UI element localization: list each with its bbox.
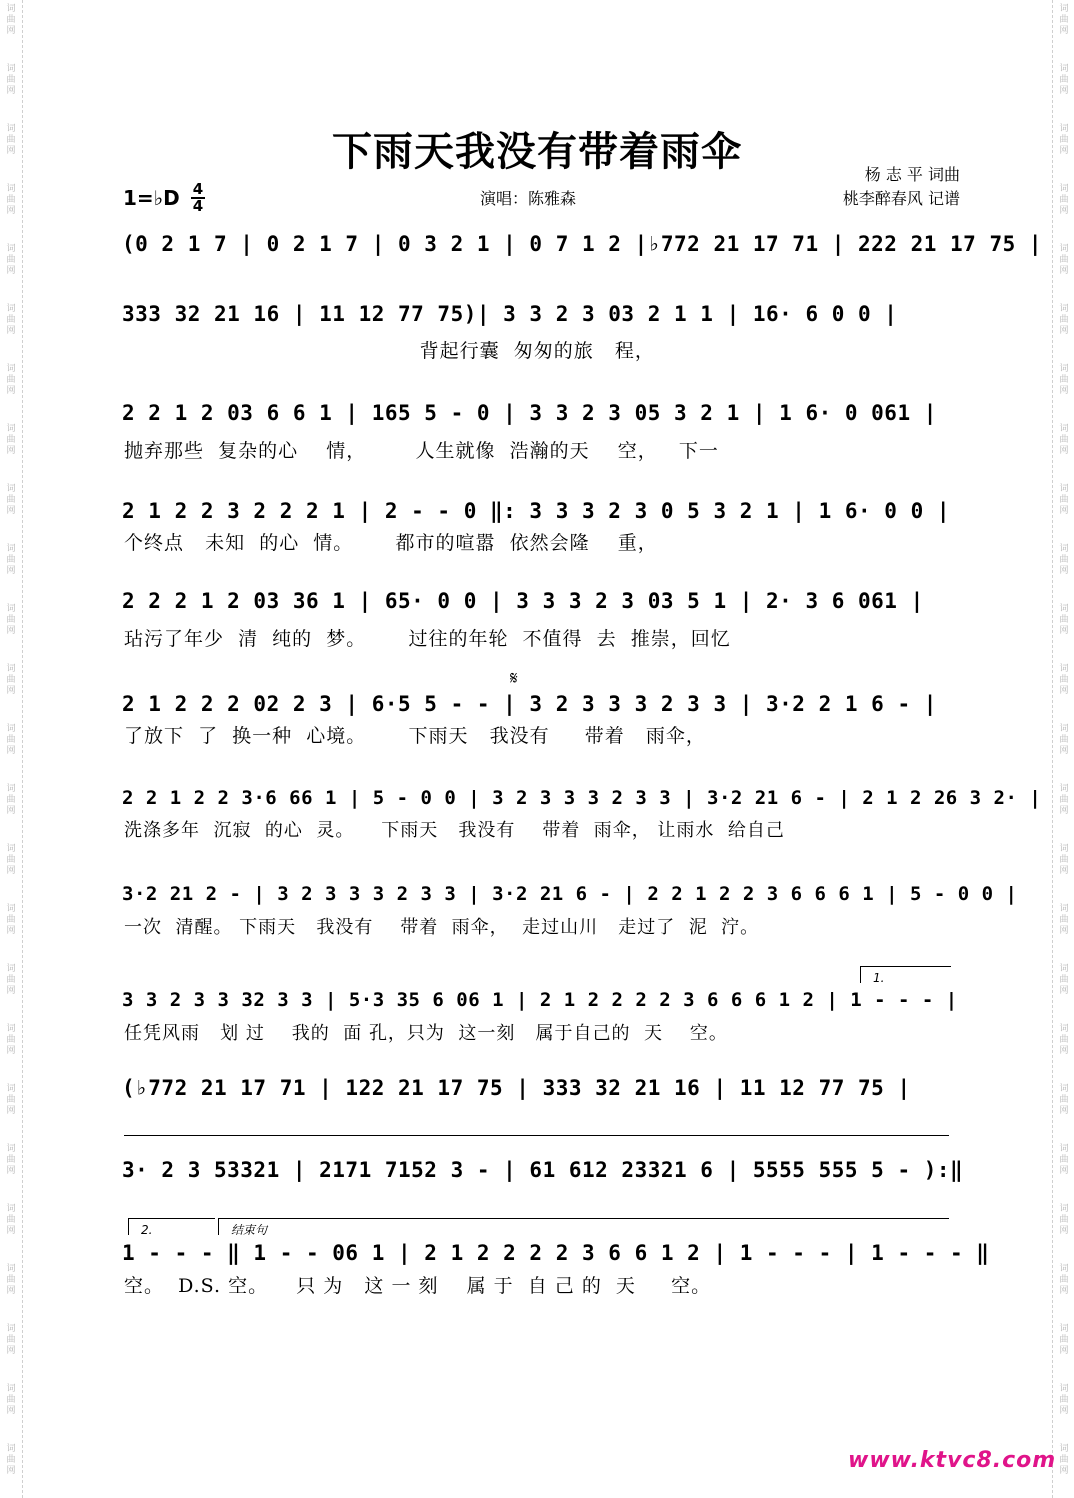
watermark-text: 词 曲 网	[6, 184, 16, 216]
watermark-text: 词 曲 网	[1059, 484, 1069, 516]
watermark-text: 词 曲 网	[1059, 904, 1069, 936]
lyrics-line-9: 任凭风雨 划 过 我的 面 孔，只为 这一刻 属于自己的 天 空。	[124, 1023, 728, 1044]
watermark-text: 词 曲 网	[6, 1204, 16, 1236]
lyrics-line-7: 洗涤多年 沉寂 的心 灵。 下雨天 我没有 带着 雨伞， 让雨水 给自己	[124, 820, 785, 841]
site-watermark: www.ktvc8.com	[848, 1448, 1057, 1473]
watermark-text: 词 曲 网	[1059, 1024, 1069, 1056]
first-ending-bracket	[860, 966, 951, 983]
notation-line-8: 3·2 21 2 - | 3 2 3 3 3 2 3 3 | 3·2 21 6 - | 2 2 1 2 2 3 6 6 6 1 | 5 - 0 0 |	[122, 883, 1018, 905]
coda-bracket	[218, 1218, 949, 1235]
credits	[800, 163, 960, 211]
watermark-text: 词 曲 网	[6, 124, 16, 156]
watermark-text: 词 曲 网	[1059, 124, 1069, 156]
notation-line-3: 2 2 1 2 03 6 6 1 | 165 5 - 0 | 3 3 2 3 05 3 2 1 | 1 6· 0 061 |	[122, 401, 937, 425]
first-ending-label: 1.	[873, 971, 885, 985]
transcriber-credit: 桃李醉春风 记谱	[842, 189, 960, 208]
watermark-text: 词 曲 网	[1059, 1204, 1069, 1236]
right-watermark-strip	[1052, 0, 1074, 1498]
watermark-text: 词 曲 网	[6, 304, 16, 336]
watermark-text: 词 曲 网	[1059, 364, 1069, 396]
key-signature: 1=♭D	[123, 186, 180, 210]
lyrics-line-12: 空。 D.S. 空。 只 为 这 一 刻 属 于 自 己 的 天 空。	[124, 1275, 712, 1297]
watermark-text: 词 曲 网	[1059, 724, 1069, 756]
watermark-text: 词 曲 网	[1059, 964, 1069, 996]
watermark-text: 词 曲 网	[1059, 604, 1069, 636]
notation-line-9: 3 3 2 3 3 32 3 3 | 5·3 35 6 06 1 | 2 1 2 2 2 2 3 6 6 6 1 2 | 1 - - - |	[122, 989, 958, 1011]
watermark-text: 词 曲 网	[6, 1384, 16, 1416]
second-ending-label: 2.	[141, 1223, 153, 1237]
watermark-text: 词 曲 网	[6, 664, 16, 696]
watermark-text: 词 曲 网	[1059, 1264, 1069, 1296]
watermark-text: 词 曲 网	[6, 844, 16, 876]
segno-mark: 𝄋	[510, 668, 518, 689]
watermark-text: 词 曲 网	[6, 784, 16, 816]
coda-label: 结束句	[231, 1223, 268, 1237]
watermark-text: 词 曲 网	[6, 604, 16, 636]
second-ending-bracket	[128, 1218, 215, 1235]
time-signature-top: 4	[192, 180, 204, 198]
watermark-text: 词 曲 网	[1059, 1324, 1069, 1356]
watermark-text: 词 曲 网	[1059, 784, 1069, 816]
watermark-text: 词 曲 网	[6, 244, 16, 276]
song-title: 下雨天我没有带着雨伞	[332, 128, 742, 175]
lyrics-line-3: 抛弃那些 复杂的心 情， 人生就像 浩瀚的天 空， 下一	[124, 440, 719, 462]
watermark-text: 词 曲 网	[6, 1084, 16, 1116]
watermark-text: 词 曲 网	[1059, 664, 1069, 696]
repeat-span-line	[124, 1135, 949, 1136]
watermark-text: 词 曲 网	[6, 4, 16, 36]
watermark-text: 词 曲 网	[6, 544, 16, 576]
watermark-text: 词 曲 网	[6, 724, 16, 756]
singer-credit: 演唱：陈雅森	[480, 189, 577, 208]
notation-line-2: 333 32 21 16 | 11 12 77 75)| 3 3 2 3 03 2 1 1 | 16· 6 0 0 |	[122, 302, 898, 326]
watermark-text: 词 曲 网	[1059, 1444, 1069, 1476]
watermark-text: 词 曲 网	[6, 1324, 16, 1356]
watermark-text: 词 曲 网	[1059, 244, 1069, 276]
watermark-text: 词 曲 网	[6, 64, 16, 96]
notation-line-11: 3· 2 3 53321 | 2171 7152 3 - | 61 612 23321 6 | 5555 555 5 - ):‖	[122, 1158, 964, 1182]
lyrics-line-4: 个终点 未知 的心 情。 都市的喧嚣 依然会隆 重，	[124, 532, 658, 554]
notation-line-12: 1 - - - ‖ 1 - - 06 1 | 2 1 2 2 2 2 3 6 6 1 2 | 1 - - - | 1 - - - ‖	[122, 1241, 990, 1265]
watermark-text: 词 曲 网	[1059, 1384, 1069, 1416]
watermark-text: 词 曲 网	[6, 1024, 16, 1056]
watermark-text: 词 曲 网	[1059, 304, 1069, 336]
left-watermark-strip	[0, 0, 23, 1498]
lyrics-line-2: 背起行囊 匆匆的旅 程，	[124, 340, 655, 362]
watermark-text: 词 曲 网	[6, 484, 16, 516]
lyrics-line-6: 了放下 了 换一种 心境。 下雨天 我没有 带着 雨伞，	[124, 725, 706, 747]
time-signature	[190, 182, 206, 214]
watermark-text: 词 曲 网	[1059, 1084, 1069, 1116]
watermark-text: 词 曲 网	[1059, 184, 1069, 216]
watermark-text: 词 曲 网	[6, 364, 16, 396]
watermark-text: 词 曲 网	[6, 964, 16, 996]
notation-line-6: 2 1 2 2 2 02 2 3 | 6·5 5 - - | 3 2 3 3 3 2 3 3 | 3·2 2 1 6 - |	[122, 692, 937, 716]
time-signature-bottom: 4	[192, 197, 204, 215]
watermark-text: 词 曲 网	[6, 424, 16, 456]
watermark-text: 词 曲 网	[1059, 844, 1069, 876]
lyrics-line-5: 玷污了年少 清 纯的 梦。 过往的年轮 不值得 去 推崇，回忆	[124, 628, 731, 650]
composer-credit: 杨 志 平 词曲	[864, 165, 960, 184]
watermark-text: 词 曲 网	[1059, 424, 1069, 456]
watermark-text: 词 曲 网	[6, 1144, 16, 1176]
watermark-text: 词 曲 网	[6, 1444, 16, 1476]
watermark-text: 词 曲 网	[6, 1264, 16, 1296]
watermark-text: 词 曲 网	[1059, 4, 1069, 36]
watermark-text: 词 曲 网	[1059, 544, 1069, 576]
watermark-text: 词 曲 网	[1059, 1144, 1069, 1176]
notation-line-4: 2 1 2 2 3 2 2 2 1 | 2 - - 0 ‖: 3 3 3 2 3 0 5 3 2 1 | 1 6· 0 0 |	[122, 499, 951, 523]
notation-line-10: (♭772 21 17 71 | 122 21 17 75 | 333 32 21 16 | 11 12 77 75 |	[122, 1076, 911, 1100]
notation-line-5: 2 2 2 1 2 03 36 1 | 65· 0 0 | 3 3 3 2 3 03 5 1 | 2· 3 6 061 |	[122, 589, 924, 613]
watermark-text: 词 曲 网	[6, 904, 16, 936]
lyrics-line-8: 一次 清醒。 下雨天 我没有 带着 雨伞， 走过山川 走过了 泥 泞。	[124, 917, 760, 938]
watermark-text: 词 曲 网	[1059, 64, 1069, 96]
notation-line-7: 2 2 1 2 2 3·6 66 1 | 5 - 0 0 | 3 2 3 3 3 2 3 3 | 3·2 21 6 - | 2 1 2 26 3 2· |	[122, 787, 1042, 809]
notation-line-1: (0 2 1 7 | 0 2 1 7 | 0 3 2 1 | 0 7 1 2 |♭772 21 17 71 | 222 21 17 75 |	[122, 232, 1043, 256]
